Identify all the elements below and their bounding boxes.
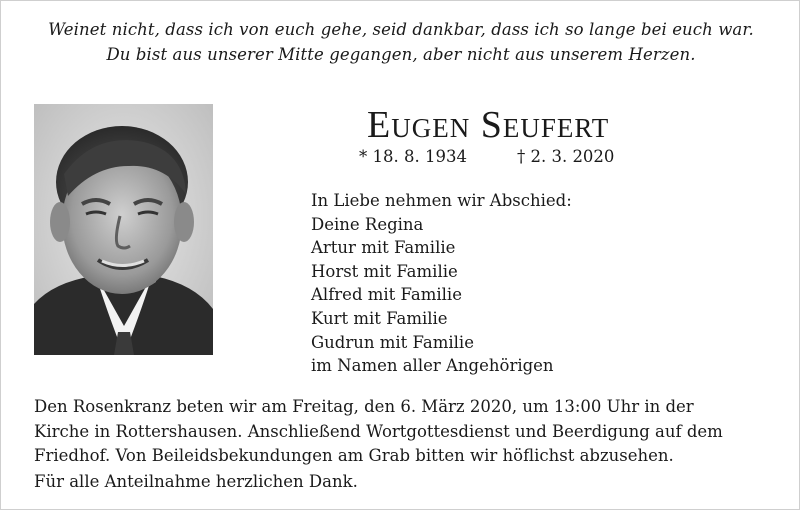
deceased-name: Eugen Seufert xyxy=(367,104,610,146)
service-info xyxy=(34,395,723,469)
mourner-item: Kurt mit Familie xyxy=(311,308,448,328)
portrait-photo xyxy=(34,104,213,355)
quote-line-2: Du bist aus unserer Mitte gegangen, aber nicht aus unserem Herzen. xyxy=(106,45,696,64)
mourner-item: Artur mit Familie xyxy=(311,238,456,258)
memorial-quote xyxy=(1,17,800,67)
birth-date: * 18. 8. 1934 xyxy=(359,147,467,166)
mourners-list xyxy=(311,189,572,378)
mourner-item: Horst mit Familie xyxy=(311,261,458,281)
thanks-note: Für alle Anteilnahme herzlichen Dank. xyxy=(34,472,358,491)
death-date: † 2. 3. 2020 xyxy=(516,147,615,166)
service-line: Friedhof. Von Beileidsbekundungen am Grab bitten wir höflichst abzusehen. xyxy=(34,446,674,465)
quote-line-1: Weinet nicht, dass ich von euch gehe, seid dankbar, dass ich so lange bei euch war. xyxy=(48,20,754,39)
life-dates xyxy=(359,146,614,168)
mourners-intro: In Liebe nehmen wir Abschied: xyxy=(311,191,572,210)
mourner-item: Alfred mit Familie xyxy=(311,285,462,305)
mourner-item: Gudrun mit Familie xyxy=(311,332,474,352)
service-line: Kirche in Rottershausen. Anschließend Wortgottesdienst und Beerdigung auf dem xyxy=(34,421,723,441)
service-line: Den Rosenkranz beten wir am Freitag, den 6. März 2020, um 13:00 Uhr in der xyxy=(34,397,694,416)
mourner-item: Deine Regina xyxy=(311,214,424,234)
mourner-item: im Namen aller Angehörigen xyxy=(311,356,554,376)
